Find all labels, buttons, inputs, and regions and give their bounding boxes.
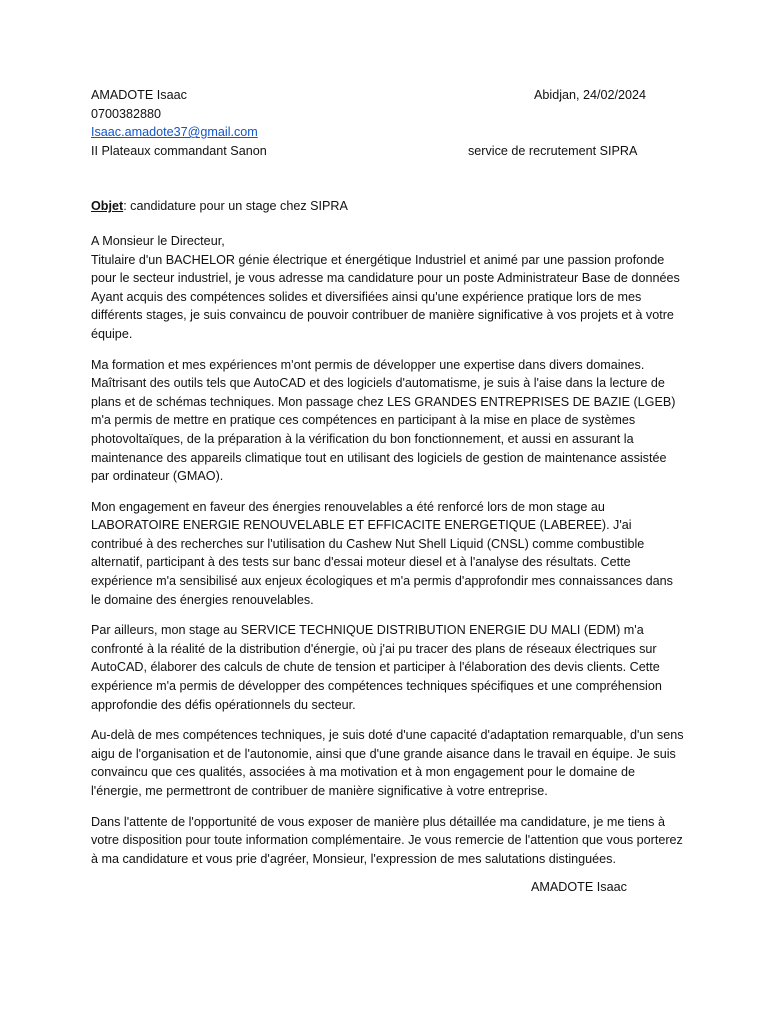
header-line-3: [91, 123, 685, 142]
cover-letter: [91, 86, 685, 897]
header-line-2: [91, 105, 685, 124]
subject-label: Objet: [91, 199, 124, 214]
sender-phone: 0700382880: [91, 106, 162, 121]
place-date: Abidjan, 24/02/2024: [534, 88, 647, 102]
header-line-4: [91, 142, 685, 161]
subject-line: [91, 197, 685, 216]
salutation: A Monsieur le Directeur,: [91, 233, 225, 248]
subject-separator: :: [123, 199, 127, 214]
paragraph-closing: Dans l'attente de l'opportunité de vous exposer de manière plus détaillée ma candidature, je me tiens à votre disposition pour toute information complémentaire. Je vous remercie de l'attention que vous porterez à ma candidature et vous prie d'agréer, Monsieur, l'expression de mes salutations distinguées.: [91, 814, 683, 866]
paragraph-soft-skills: Au-delà de mes compétences techniques, je suis doté d'une capacité d'adaptation remarquable, d'un sens aigu de l'organisation et de l'autonomie, ainsi que d'une grande aisance dans le travail en équipe. Je suis convaincu que ces qualités, associées à ma motivation et à mon engagement pour le domaine de l'énergie, me permettront de contribuer de manière significative à votre entreprise.: [91, 728, 684, 798]
sender-address: II Plateaux commandant Sanon: [91, 143, 267, 158]
header-line-1: [91, 86, 685, 105]
signature: AMADOTE Isaac: [531, 880, 627, 895]
paragraph-training: Ma formation et mes expériences m'ont permis de développer une expertise dans divers domaines. Maîtrisant des outils tels que AutoCAD et des logiciels d'automatisme, je suis à l'aise dans la lecture de plans et de schémas techniques. Mon passage chez LES GRANDES ENTREPRISES DE BAZIE (LGEB) m'a permis de mettre en pratique ces compétences en participant à la mise en place de systèmes photovoltaïques, de la préparation à la vérification du bon fonctionnement, et aussi en assurant la maintenance des appareils climatique tout en utilisant des logiciels de gestion de maintenance assistée par ordinateur (GMAO).: [91, 357, 676, 484]
paragraph-edm-internship: Par ailleurs, mon stage au SERVICE TECHNIQUE DISTRIBUTION ENERGIE DU MALI (EDM) m'a confronté à la réalité de la distribution d'énergie, où j'ai pu tracer des plans de réseaux électriques sur AutoCAD, élaborer des calculs de chute de tension et participer à l'élaboration des devis clients. Cette expérience m'a permis de développer des compétences techniques spécifiques et une compréhension approfondie des défis opérationnels du secteur.: [91, 623, 662, 712]
paragraph-intro: Titulaire d'un BACHELOR génie électrique et énergétique Industriel et animé par une passion profonde pour le secteur industriel, je vous adresse ma candidature pour un poste Administrateur Base de données Ayant acquis des compétences solides et diversifiées ainsi qu'une expérience pratique lors de mes différents stages, je suis convaincu de pouvoir contribuer de manière significative à vos projets et à votre équipe.: [91, 252, 680, 341]
subject-text: candidature pour un stage chez SIPRA: [126, 199, 348, 214]
sender-email-link[interactable]: Isaac.amadote37@gmail.com: [91, 125, 258, 140]
recipient: service de recrutement SIPRA: [468, 143, 638, 158]
sender-name: AMADOTE Isaac: [91, 88, 187, 102]
paragraph-renewables: Mon engagement en faveur des énergies renouvelables a été renforcé lors de mon stage au LABORATOIRE ENERGIE RENOUVELABLE ET EFFICACITE ENERGETIQUE (LABEREE). J'ai contribué à des recherches sur l'utilisation du Cashew Nut Shell Liquid (CNSL) comme combustible alternatif, participant à des tests sur banc d'essai moteur diesel et à l'analyse des résultats. Cette expérience m'a sensibilisé aux enjeux écologiques et m'a permis d'approfondir mes connaissances dans le domaine des énergies renouvelables.: [91, 499, 673, 607]
